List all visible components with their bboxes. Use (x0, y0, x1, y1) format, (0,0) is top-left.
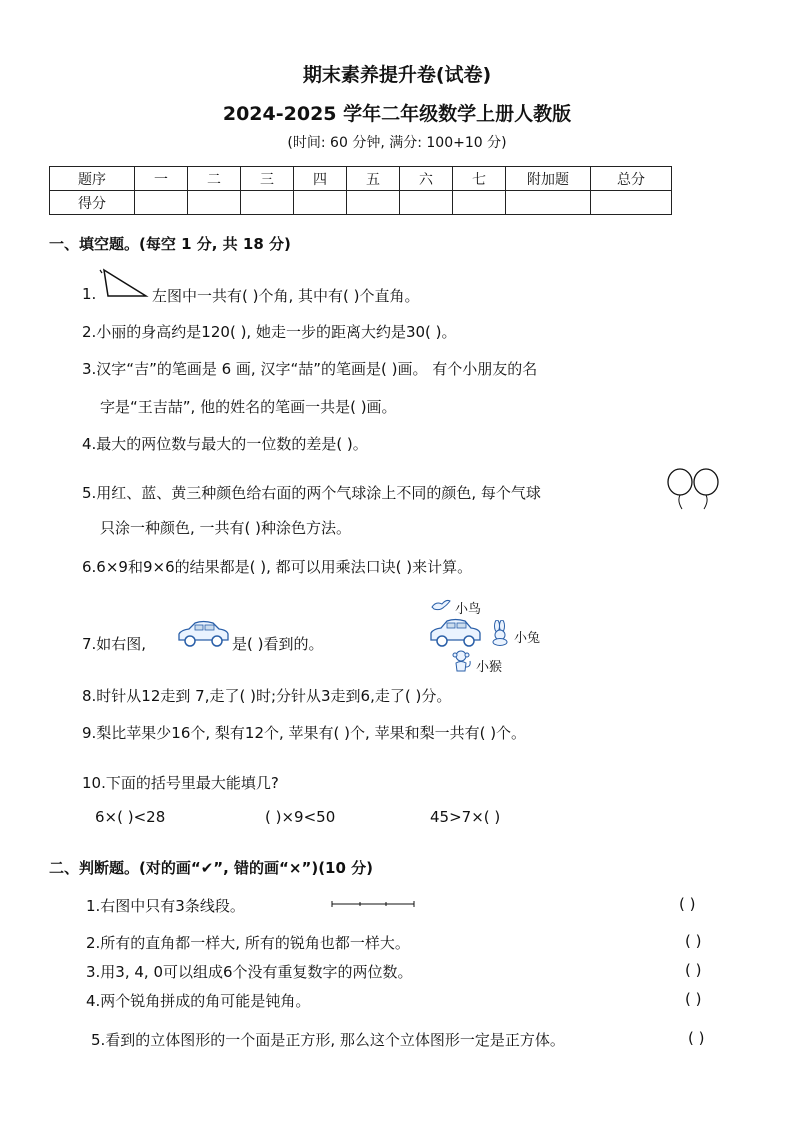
judge-item: 3.用3, 4, 0可以组成6个没有重复数字的两位数。 (86, 963, 413, 981)
score-header-cell: 六 (400, 167, 453, 191)
exam-title: 期末素养提升卷(试卷) (302, 64, 492, 86)
score-table-score-row (50, 191, 672, 215)
monkey-icon (449, 649, 473, 673)
q1-number: 1. (82, 285, 97, 303)
q1-text: 左图中一共有( )个角, 其中有( )个直角。 (152, 287, 420, 305)
score-header-cell: 题序 (50, 167, 135, 191)
judge-answer-blank[interactable]: ( ) (685, 961, 702, 979)
bird-icon (430, 597, 452, 613)
score-cell[interactable] (591, 191, 672, 215)
score-cell[interactable] (453, 191, 506, 215)
judge-item: 2.所有的直角都一样大, 所有的锐角也都一样大。 (86, 934, 410, 952)
judge-item: 1.右图中只有3条线段。 (86, 897, 245, 915)
angle-figure-icon (96, 268, 150, 300)
score-cell[interactable] (294, 191, 347, 215)
score-header-cell: 附加题 (506, 167, 591, 191)
score-header-cell: 三 (241, 167, 294, 191)
q10-text: 10.下面的括号里最大能填几? (82, 774, 279, 792)
judge-answer-blank[interactable]: ( ) (685, 990, 702, 1008)
score-row-label: 得分 (50, 191, 135, 215)
score-cell[interactable] (400, 191, 453, 215)
section2-heading: 二、判断题。(对的画“✔”, 错的画“×”)(10 分) (49, 859, 374, 877)
q5-text-line2: 只涂一种颜色, 一共有( )种涂色方法。 (100, 519, 352, 537)
section1-heading: 一、填空题。(每空 1 分, 共 18 分) (49, 235, 291, 253)
score-header-cell: 四 (294, 167, 347, 191)
q2-text: 2.小丽的身高约是120( ), 她走一步的距离大约是30( )。 (82, 323, 457, 341)
judge-answer-blank[interactable]: ( ) (688, 1029, 705, 1047)
q3-text-line2: 字是“王吉喆”, 他的姓名的笔画一共是( )画。 (100, 398, 397, 416)
rabbit-icon (489, 620, 511, 646)
score-header-cell: 二 (188, 167, 241, 191)
score-cell[interactable] (347, 191, 400, 215)
score-header-cell: 五 (347, 167, 400, 191)
score-table-header-row (50, 167, 672, 191)
score-cell[interactable] (506, 191, 591, 215)
judge-item: 4.两个锐角拼成的角可能是钝角。 (86, 992, 311, 1010)
q9-text: 9.梨比苹果少16个, 梨有12个, 苹果有( )个, 苹果和梨一共有( )个。 (82, 724, 527, 742)
car-icon (175, 620, 231, 648)
score-header-cell: 七 (453, 167, 506, 191)
q4-text: 4.最大的两位数与最大的一位数的差是( )。 (82, 435, 368, 453)
line-segments-figure (330, 898, 416, 910)
score-cell[interactable] (188, 191, 241, 215)
exam-info: (时间: 60 分钟, 满分: 100+10 分) (287, 135, 507, 151)
q10-item: ( )×9<50 (265, 808, 336, 826)
q3-text-line1: 3.汉字“吉”的笔画是 6 画, 汉字“喆”的笔画是( )画。 有个小朋友的名 (82, 360, 538, 378)
rabbit-label: 小兔 (514, 631, 541, 646)
q5-text-line1: 5.用红、蓝、黄三种颜色给右面的两个气球涂上不同的颜色, 每个气球 (82, 484, 541, 502)
score-table (49, 166, 672, 215)
score-header-cell: 总分 (591, 167, 672, 191)
q10-item: 45>7×( ) (430, 808, 501, 826)
q10-item: 6×( )<28 (95, 808, 166, 826)
judge-answer-blank[interactable]: ( ) (685, 932, 702, 950)
q7-prefix: 7.如右图, (82, 635, 147, 653)
judge-answer-blank[interactable]: ( ) (679, 895, 696, 913)
q6-text: 6.6×9和9×6的结果都是( ), 都可以用乘法口诀( )来计算。 (82, 558, 473, 576)
bird-label: 小鸟 (455, 602, 482, 617)
score-cell[interactable] (135, 191, 188, 215)
balloons-icon (666, 467, 722, 511)
score-header-cell: 一 (135, 167, 188, 191)
monkey-label: 小猴 (476, 660, 503, 675)
judge-item: 5.看到的立体图形的一个面是正方形, 那么这个立体图形一定是正方体。 (91, 1031, 565, 1049)
exam-subtitle: 2024-2025 学年二年级数学上册人教版 (222, 103, 572, 125)
car-center-icon (427, 618, 483, 648)
q8-text: 8.时针从12走到 7,走了( )时;分针从3走到6,走了( )分。 (82, 687, 452, 705)
q7-suffix: 是( )看到的。 (232, 635, 324, 653)
score-cell[interactable] (241, 191, 294, 215)
